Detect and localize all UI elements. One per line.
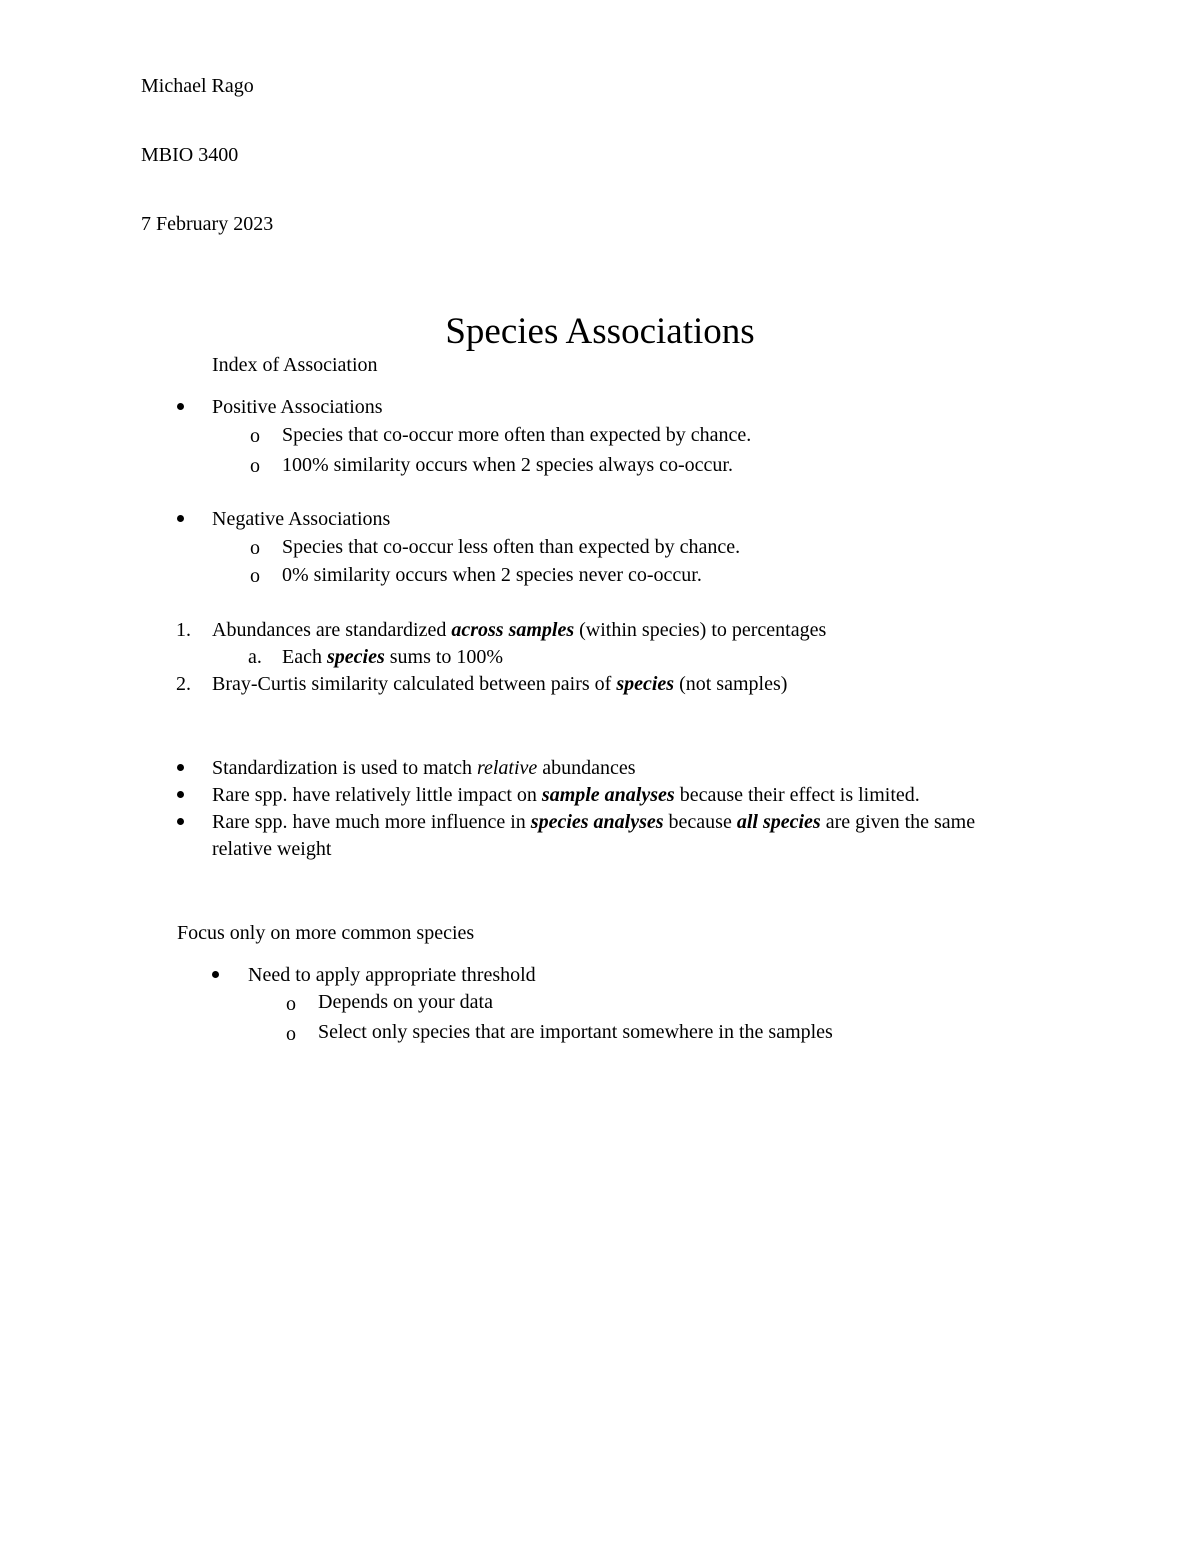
list-item: Select only species that are important somewhere in the samples [318,1021,833,1043]
step-text: Bray-Curtis similarity calculated between pairs of species (not samples) [212,673,788,695]
bullet-icon [177,818,184,825]
bullet-icon [177,403,184,410]
circle-marker-icon: o [286,993,296,1015]
page-title: Species Associations [445,311,755,352]
author-name: Michael Rago [141,75,254,97]
step-text: Abundances are standardized across samples (within species) to percentages [212,619,827,641]
bullet-icon [177,791,184,798]
note-item: Rare spp. have much more influence in species analyses because all species are given the same [212,811,976,833]
circle-marker-icon: o [250,425,260,447]
step-number: 2. [176,673,191,695]
sub-step-letter: a. [248,646,262,668]
note-item-continuation: relative weight [212,838,332,860]
section-heading: Index of Association [212,354,378,376]
note-item: Rare spp. have relatively little impact on sample analyses because their effect is limited. [212,784,920,806]
list-item: 100% similarity occurs when 2 species always co-occur. [282,454,733,476]
circle-marker-icon: o [250,565,260,587]
list-item: Depends on your data [318,991,493,1013]
focus-heading: Focus only on more common species [177,922,475,944]
circle-marker-icon: o [250,455,260,477]
document-date: 7 February 2023 [141,213,274,235]
note-item: Standardization is used to match relative abundances [212,757,636,779]
sub-step-text: Each species sums to 100% [282,646,504,668]
positive-associations-label: Positive Associations [212,396,383,418]
list-item: Species that co-occur less often than expected by chance. [282,536,741,558]
course-code: MBIO 3400 [141,144,239,166]
negative-associations-label: Negative Associations [212,508,391,530]
list-item: 0% similarity occurs when 2 species never co-occur. [282,564,702,586]
list-item: Species that co-occur more often than expected by chance. [282,424,752,446]
circle-marker-icon: o [286,1023,296,1045]
bullet-icon [212,971,219,978]
focus-bullet: Need to apply appropriate threshold [248,964,536,986]
step-number: 1. [176,619,191,641]
bullet-icon [177,764,184,771]
circle-marker-icon: o [250,537,260,559]
bullet-icon [177,515,184,522]
